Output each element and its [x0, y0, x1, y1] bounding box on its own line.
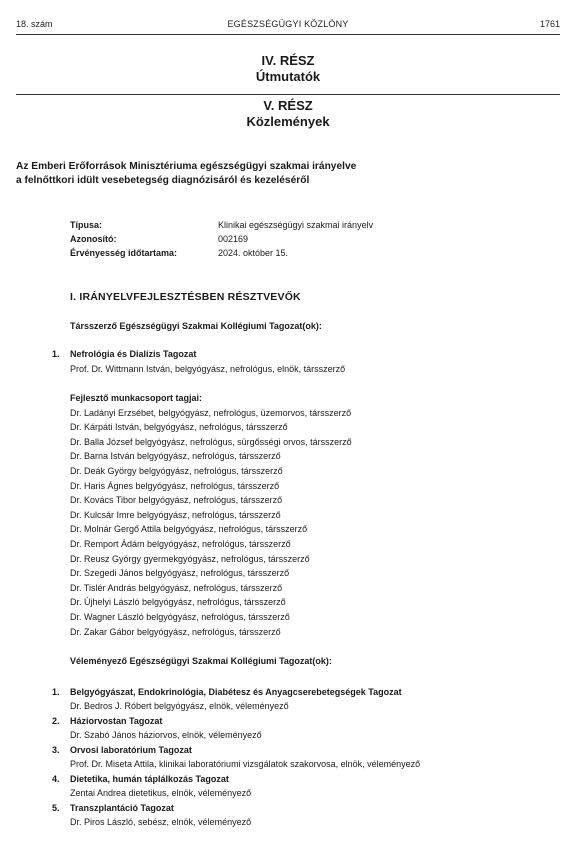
list-item-desc: Prof. Dr. Wittmann István, belgyógyász, nefrológus, elnök, társszerző: [70, 364, 346, 374]
meta-value: 2024. október 15.: [218, 248, 289, 258]
list-number: 1.: [52, 687, 60, 697]
list-item-name: Dietetika, humán táplálkozás Tagozat: [70, 774, 229, 784]
part-iv-title: Útmutatók: [255, 69, 321, 84]
member: Dr. Újhelyi László belgyógyász, nefrológus, társszerző: [70, 597, 286, 608]
list-item-name: Transzplantáció Tagozat: [70, 803, 174, 813]
journal-title: EGÉSZSÉGÜGYI KÖZLÖNY: [227, 19, 349, 29]
list-item-desc: Dr. Bedros J. Róbert belgyógyász, elnök, véleményező: [70, 701, 289, 711]
reviewer-heading: Véleményező Egészségügyi Szakmai Kollégiumi Tagozat(ok):: [70, 656, 332, 666]
meta-value: 002169: [218, 234, 249, 244]
member: Dr. Barna István belgyógyász, nefrológus, társszerző: [70, 451, 281, 462]
header-divider: [16, 34, 560, 35]
list-item-desc: Dr. Szabó János háziorvos, elnök, véleményező: [70, 730, 262, 740]
list-number: 4.: [52, 774, 60, 784]
member: Dr. Zakar Gábor belgyógyász, nefrológus, társszerző: [70, 626, 281, 637]
member: Dr. Ladányi Erzsébet, belgyógyász, nefrológus, üzemorvos, társszerző: [70, 407, 352, 418]
meta-label: Érvényesség időtartama:: [70, 248, 178, 258]
document-title-line-2: a felnőttkori idült vesebetegség diagnózisáról és kezeléséről: [16, 175, 310, 186]
member: Dr. Molnár Gergő Attila belgyógyász, nefrológus, társszerző: [70, 524, 308, 535]
member: Dr. Szegedi János belgyógyász, nefrológus, társszerző: [70, 568, 290, 579]
list-item-name: Belgyógyászat, Endokrinológia, Diabétesz és Anyagcserebetegségek Tagozat: [70, 687, 402, 697]
part-iv-number: IV. RÉSZ: [261, 53, 315, 68]
meta-label: Típusa:: [70, 220, 103, 230]
list-number: 3.: [52, 745, 60, 755]
list-item-desc: Zentai Andrea dietetikus, elnök, véleményező: [70, 788, 252, 798]
list-number: 5.: [52, 803, 60, 813]
member: Dr. Kovács Tibor belgyógyász, nefrológus, társszerző: [70, 495, 283, 506]
list-item-name: Háziorvostan Tagozat: [70, 716, 163, 726]
list-number: 2.: [52, 716, 60, 726]
working-group-label: Fejlesztő munkacsoport tagjai:: [70, 393, 203, 403]
list-item-desc: Prof. Dr. Miseta Attila, klinikai laboratóriumi vizsgálatok szakorvosa, elnök, véleményező: [70, 759, 421, 769]
list-number: 1.: [52, 349, 60, 359]
member: Dr. Wagner László belgyógyász, nefrológus, társszerző: [70, 611, 290, 622]
meta-label: Azonosító:: [70, 234, 117, 244]
list-item-name: Orvosi laboratórium Tagozat: [70, 745, 192, 755]
member: Dr. Reusz György gyermekgyógyász, nefrológus, társszerző: [70, 553, 310, 564]
list-item-name: Nefrológia és Dialízis Tagozat: [70, 349, 197, 359]
part-v-title: Közlemények: [246, 114, 330, 129]
member: Dr. Balla József belgyógyász, nefrológus, sürgősségi orvos, társszerző: [70, 436, 352, 447]
part-v-number: V. RÉSZ: [263, 98, 313, 113]
member: Dr. Deák György belgyógyász, nefrológus, társszerző: [70, 465, 283, 476]
co-author-heading: Társszerző Egészségügyi Szakmai Kollégiumi Tagozat(ok):: [70, 321, 322, 331]
member: Dr. Tislér András belgyógyász, nefrológus, társszerző: [70, 582, 283, 593]
section-heading: I. IRÁNYELVFEJLESZTÉSBEN RÉSZTVEVŐK: [70, 291, 301, 303]
list-item-desc: Dr. Piros László, sebész, elnök, véleményező: [70, 817, 252, 827]
member: Dr. Haris Ágnes belgyógyász, nefrológus, társszerző: [70, 480, 280, 491]
document-title-line-1: Az Emberi Erőforrások Minisztériuma egészségügyi szakmai irányelve: [16, 161, 357, 172]
part-v-heading: [16, 98, 560, 130]
document-title: [16, 160, 560, 188]
part-divider: [16, 94, 560, 95]
part-iv-heading: [16, 53, 560, 85]
member: Dr. Remport Ádám belgyógyász, nefrológus, társszerző: [70, 538, 291, 549]
member: Dr. Kulcsár Imre belgyógyász, nefrológus, társszerző: [70, 509, 281, 520]
working-group: [70, 391, 352, 639]
running-header: [16, 19, 560, 33]
member: Dr. Kárpáti István, belgyógyász, nefrológus, társszerző: [70, 422, 288, 433]
issue-number: 18. szám: [16, 19, 53, 29]
page-number: 1761: [539, 19, 560, 29]
meta-value: Klinikai egészségügyi szakmai irányelv: [218, 220, 374, 230]
